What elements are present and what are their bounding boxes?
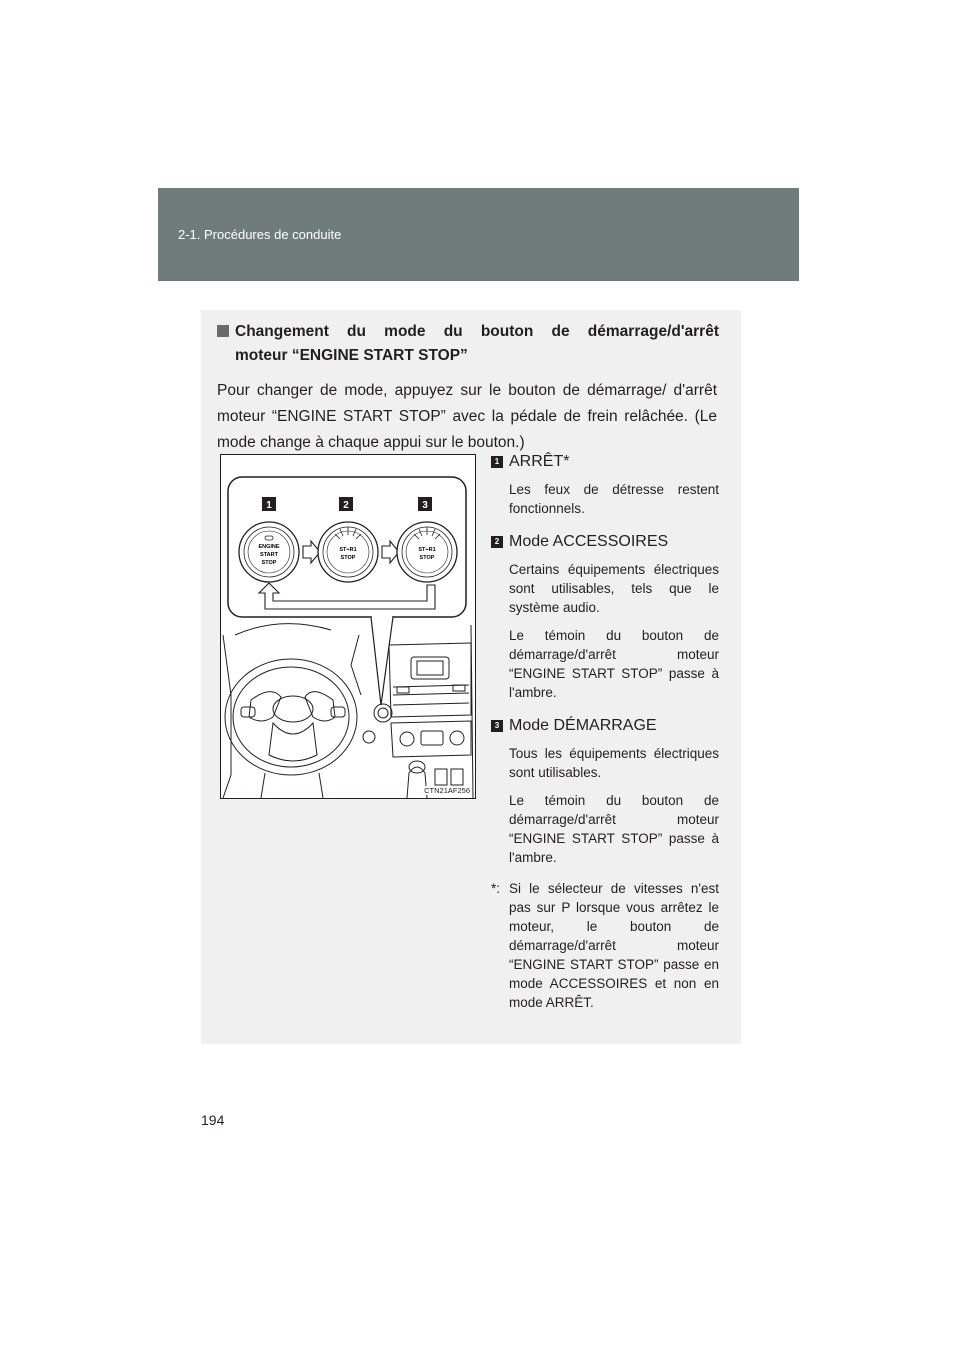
callout-2: 2	[343, 500, 349, 511]
dashboard-illustration	[221, 455, 475, 798]
footnote-mark: *:	[491, 881, 501, 896]
callout-1: 1	[266, 500, 272, 511]
heading-line-1: Changement du mode du bouton de démarrage/d'arrêt	[235, 323, 719, 340]
button-3-line-2: STOP	[419, 555, 435, 561]
step-number-badge: 2	[491, 536, 503, 548]
dashboard-drawing	[223, 624, 473, 798]
heading-square-icon	[217, 325, 229, 337]
button-off-line-2: START	[260, 552, 278, 558]
svg-text:ST⌁R1: ST⌁R1	[339, 547, 357, 553]
heading-line-2: moteur “ENGINE START STOP”	[235, 347, 468, 364]
step-text: Certains équipements électriques sont utilisables, tels que le système audio.	[509, 562, 719, 615]
button-2-line-1b: R1	[349, 547, 357, 553]
step-title: Mode DÉMARRAGE	[509, 717, 657, 734]
footnote	[491, 879, 719, 1012]
step-accessory	[491, 532, 719, 702]
section-label: 2-1. Procédures de conduite	[178, 227, 342, 242]
section-heading	[217, 320, 719, 368]
step-title: Mode ACCESSOIRES	[509, 533, 669, 550]
content-box	[201, 310, 741, 1044]
button-off-line-3: STOP	[261, 560, 277, 566]
start-button-ignition	[397, 522, 457, 582]
figure-illustration	[220, 454, 476, 799]
step-text: Tous les équipements électriques sont utilisables.	[509, 746, 719, 780]
step-text: Les feux de détresse restent fonctionnels.	[509, 482, 719, 516]
start-button-off	[239, 522, 299, 582]
page-number: 194	[201, 1112, 225, 1128]
step-text: Le témoin du bouton de démarrage/d'arrêt moteur “ENGINE START STOP” passe à l'ambre.	[509, 628, 719, 700]
button-off-line-1: ENGINE	[258, 544, 280, 550]
step-title: ARRÊT*	[509, 453, 570, 470]
intro-paragraph: Pour changer de mode, appuyez sur le bouton de démarrage/ d'arrêt moteur “ENGINE START STOP” avec la pédale de frein relâchée. (Le mode change à chaque appui sur le bouton.)	[217, 382, 717, 451]
footnote-text: Si le sélecteur de vitesses n'est pas sur P lorsque vous arrêtez le moteur, le bouton de démarrage/d'arrêt moteur “ENGINE START STOP” passe en mode ACCESSOIRES et non en mode ARRÊT.	[509, 881, 719, 1010]
button-3-line-1b: R1	[428, 547, 436, 553]
button-2-line-2: STOP	[340, 555, 356, 561]
step-number-badge: 1	[491, 456, 503, 468]
step-ignition	[491, 716, 719, 867]
step-text: Le témoin du bouton de démarrage/d'arrêt moteur “ENGINE START STOP” passe à l'ambre.	[509, 793, 719, 865]
step-number-badge: 3	[491, 720, 503, 732]
svg-text:ST⌁R1: ST⌁R1	[418, 547, 436, 553]
header-band	[158, 188, 799, 281]
step-off	[491, 452, 719, 518]
step-list	[491, 452, 719, 1012]
figure-code: CTN21AF256	[424, 786, 470, 795]
start-button-accessory	[318, 522, 378, 582]
callout-3: 3	[422, 500, 428, 511]
button-2-line-1a: ST	[339, 547, 347, 553]
button-3-line-1a: ST	[418, 547, 426, 553]
